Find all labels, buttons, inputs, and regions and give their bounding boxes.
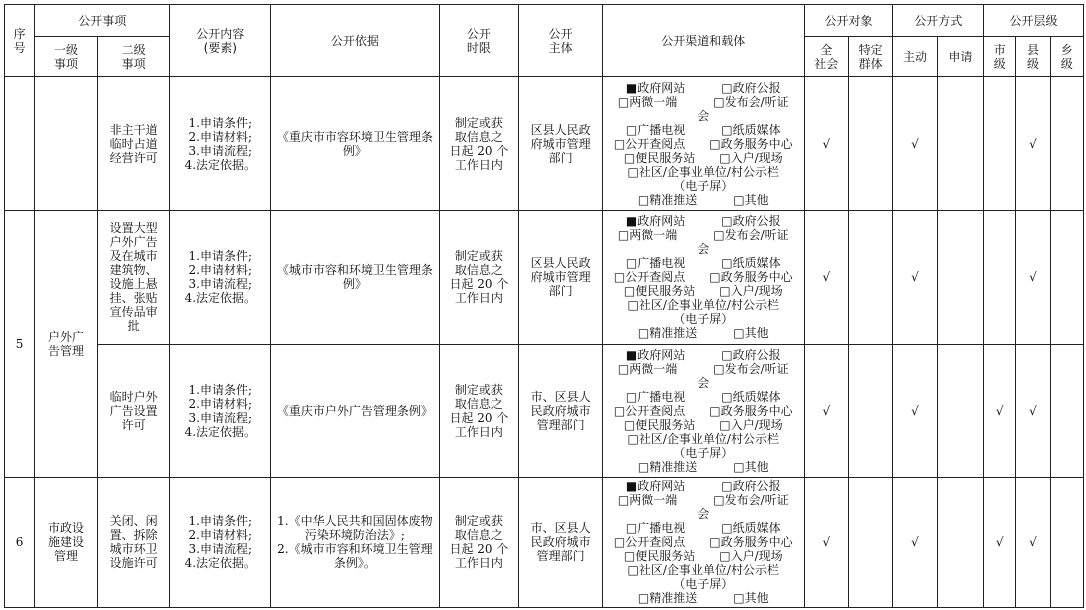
row-deadline: 制定或获 取信息之 日起 20 个 工作日内 — [439, 77, 519, 211]
check-target-all: √ — [804, 477, 848, 607]
channel-line: □便民服务站 □入户/现场 — [623, 284, 783, 299]
channel-line: □精准推送 □其他 — [637, 459, 769, 474]
check-target-all: √ — [804, 77, 848, 211]
check-target-group — [848, 477, 892, 607]
channel-line: □精准推送 □其他 — [637, 192, 769, 207]
row-level2: 关闭、闲 置、拆除 城市环卫 设施许可 — [97, 477, 170, 607]
row-deadline: 制定或获 取信息之 日起 20 个 工作日内 — [439, 344, 519, 477]
row-channels — [602, 211, 804, 344]
check-level-county: √ — [1016, 211, 1050, 344]
channel-line: □便民服务站 □入户/现场 — [623, 549, 783, 564]
row-level1: 市政设 施建设 管理 — [35, 477, 98, 607]
row-level2: 设置大型 户外广告 及在城市 建筑物、 设施上悬 挂、张贴 宣传品审 批 — [97, 211, 170, 344]
table-row — [5, 77, 1084, 211]
table-row — [5, 211, 1084, 344]
channel-line: 会 — [697, 108, 710, 123]
check-target-group — [848, 211, 892, 344]
check-level-town — [1050, 211, 1083, 344]
channel-line: □公开查阅点 □政务服务中心 — [613, 535, 793, 550]
channel-line: □两微一端 □发布会/听证 — [617, 361, 789, 376]
channel-line: □便民服务站 □入户/现场 — [623, 417, 783, 432]
row-basis: 《城市市容和环境卫生管理条例》 — [271, 211, 439, 344]
header-basis: 公开依据 — [271, 5, 439, 77]
row-basis: 《重庆市市容环境卫生管理条例》 — [271, 77, 439, 211]
header-row-1 — [5, 5, 1084, 37]
check-level-town — [1050, 477, 1083, 607]
channel-line: □社区/企事业单位/村公示栏 — [627, 298, 779, 313]
check-level-city: √ — [984, 477, 1016, 607]
check-mode-apply — [937, 344, 983, 477]
row-seq: 6 — [5, 477, 35, 607]
header-level1: 一级 事项 — [35, 37, 98, 77]
row-content: 1.申请条件; 2.申请材料; 3.申请流程; 4.法定依据。 — [170, 77, 271, 211]
channel-line: □两微一端 □发布会/听证 — [617, 94, 789, 109]
header-mode-apply: 申请 — [937, 37, 983, 77]
channel-line: ■政府网站 □政府公报 — [625, 479, 781, 494]
channel-line: □便民服务站 □入户/现场 — [623, 150, 783, 165]
check-mode-apply — [937, 211, 983, 344]
row-seq — [5, 77, 35, 211]
check-mode-active: √ — [893, 211, 937, 344]
channel-line: □两微一端 □发布会/听证 — [617, 228, 789, 243]
check-target-group — [848, 344, 892, 477]
header-seq: 序 号 — [5, 5, 35, 77]
check-level-county: √ — [1016, 344, 1050, 477]
row-level2: 非主干道 临时占道 经营许可 — [97, 77, 170, 211]
channel-line: 会 — [697, 507, 710, 522]
channel-line: □精准推送 □其他 — [637, 326, 769, 341]
check-mode-active: √ — [893, 477, 937, 607]
header-target: 公开对象 — [804, 5, 893, 37]
header-level-county: 县 级 — [1016, 37, 1050, 77]
channel-line: （电子屏） — [673, 577, 734, 592]
row-level1: 户外广 告管理 — [35, 211, 98, 477]
channel-line: □社区/企事业单位/村公示栏 — [627, 431, 779, 446]
header-level-city: 市 级 — [984, 37, 1016, 77]
row-content: 1.申请条件; 2.申请材料; 3.申请流程; 4.法定依据。 — [170, 344, 271, 477]
check-target-all: √ — [804, 211, 848, 344]
row-channels — [602, 477, 804, 607]
header-level-town: 乡 级 — [1050, 37, 1083, 77]
check-level-town — [1050, 77, 1083, 211]
channel-line: 会 — [697, 375, 710, 390]
header-channels: 公开渠道和载体 — [602, 5, 804, 77]
channel-line: □两微一端 □发布会/听证 — [617, 493, 789, 508]
header-subject: 公开 主体 — [519, 5, 603, 77]
check-mode-apply — [937, 77, 983, 211]
check-target-group — [848, 77, 892, 211]
header-mode-active: 主动 — [893, 37, 937, 77]
channel-line: 会 — [697, 242, 710, 257]
row-level1 — [35, 77, 98, 211]
header-level: 公开层级 — [984, 5, 1084, 37]
header-content: 公开内容 (要素) — [170, 5, 271, 77]
row-content: 1.申请条件; 2.申请材料; 3.申请流程; 4.法定依据。 — [170, 211, 271, 344]
check-level-city — [984, 77, 1016, 211]
check-level-county: √ — [1016, 77, 1050, 211]
channel-line: （电子屏） — [673, 312, 734, 327]
check-level-town — [1050, 344, 1083, 477]
channel-line: □广播电视 □纸质媒体 — [625, 122, 781, 137]
header-level2: 二级 事项 — [97, 37, 170, 77]
header-mode: 公开方式 — [893, 5, 984, 37]
row-basis: 《重庆市户外广告管理条例》 — [271, 344, 439, 477]
channel-line: □社区/企事业单位/村公示栏 — [627, 164, 779, 179]
channel-line: （电子屏） — [673, 445, 734, 460]
channel-line: □公开查阅点 □政务服务中心 — [613, 403, 793, 418]
check-level-city — [984, 211, 1016, 344]
header-target-group: 特定 群体 — [848, 37, 892, 77]
row-deadline: 制定或获 取信息之 日起 20 个 工作日内 — [439, 211, 519, 344]
row-basis: 1.《中华人民共和国固体废物污染环境防治法》; 2.《城市市容和环境卫生管理条例》。 — [271, 477, 439, 607]
row-subject: 区县人民政 府城市管理 部门 — [519, 211, 603, 344]
row-seq: 5 — [5, 211, 35, 477]
check-mode-active: √ — [893, 344, 937, 477]
check-mode-active: √ — [893, 77, 937, 211]
channel-line: □公开查阅点 □政务服务中心 — [613, 270, 793, 285]
row-subject: 市、区县人 民政府城市 管理部门 — [519, 344, 603, 477]
check-target-all: √ — [804, 344, 848, 477]
row-level2: 临时户外 广告设置 许可 — [97, 344, 170, 477]
channel-line: □公开查阅点 □政务服务中心 — [613, 136, 793, 151]
channel-line: □社区/企事业单位/村公示栏 — [627, 563, 779, 578]
check-mode-apply — [937, 477, 983, 607]
channel-line: （电子屏） — [673, 178, 734, 193]
channel-line: □广播电视 □纸质媒体 — [625, 256, 781, 271]
row-deadline: 制定或获 取信息之 日起 20 个 工作日内 — [439, 477, 519, 607]
row-content: 1.申请条件; 2.申请材料; 3.申请流程; 4.法定依据。 — [170, 477, 271, 607]
channel-line: ■政府网站 □政府公报 — [625, 214, 781, 229]
check-level-county: √ — [1016, 477, 1050, 607]
disclosure-table — [4, 4, 1084, 608]
channel-line: ■政府网站 □政府公报 — [625, 347, 781, 362]
channel-line: □广播电视 □纸质媒体 — [625, 389, 781, 404]
channel-line: □精准推送 □其他 — [637, 591, 769, 606]
table-row — [5, 344, 1084, 477]
check-level-city: √ — [984, 344, 1016, 477]
header-deadline: 公开 时限 — [439, 5, 519, 77]
row-channels — [602, 344, 804, 477]
header-items: 公开事项 — [35, 5, 170, 37]
channel-line: ■政府网站 □政府公报 — [625, 80, 781, 95]
row-subject: 区县人民政 府城市管理 部门 — [519, 77, 603, 211]
table-row — [5, 477, 1084, 607]
channel-line: □广播电视 □纸质媒体 — [625, 521, 781, 536]
row-subject: 市、区县人 民政府城市 管理部门 — [519, 477, 603, 607]
row-channels — [602, 77, 804, 211]
header-target-all: 全 社会 — [804, 37, 848, 77]
